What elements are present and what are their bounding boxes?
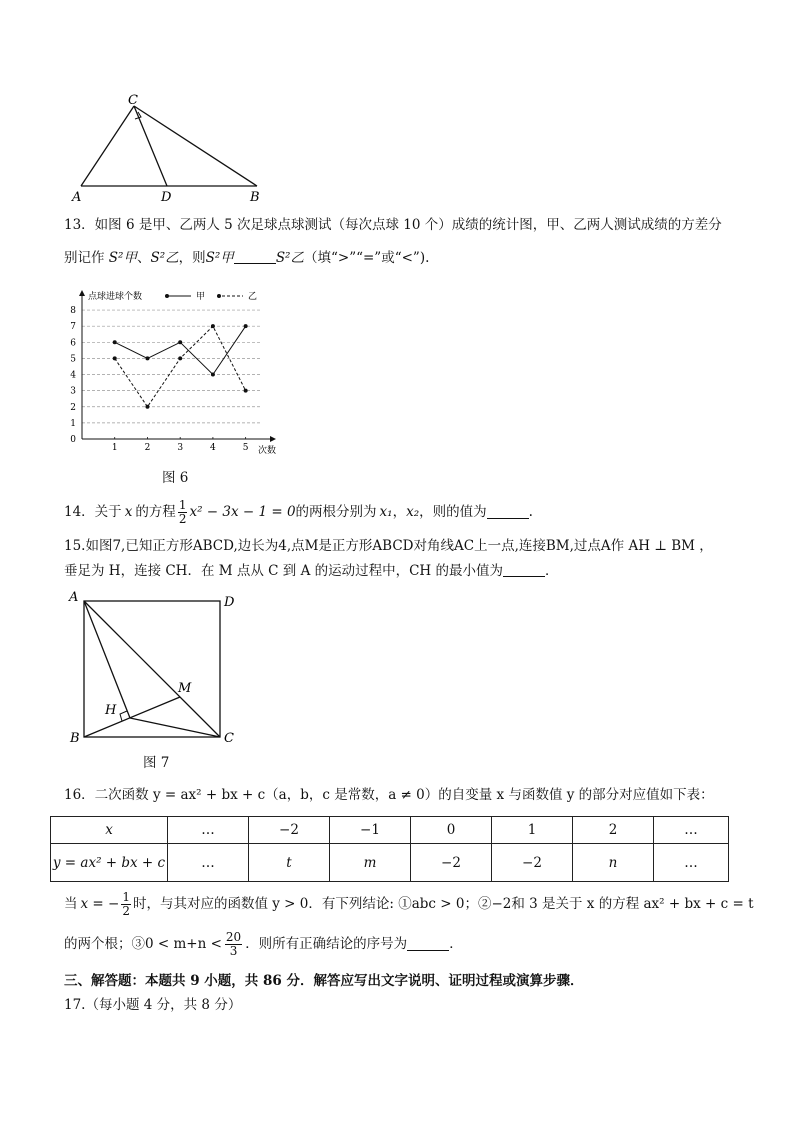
side-ac [81, 106, 134, 186]
table-cell: m [330, 844, 411, 882]
q14-end: . [528, 504, 533, 520]
q14-answer-blank[interactable] [487, 506, 529, 519]
chart-ylabel: 点球进球个数 [88, 292, 143, 302]
q14-text-b: 的方程 [135, 504, 176, 520]
q16-conclusion [64, 926, 463, 962]
x-tick-label: 3 [177, 443, 184, 453]
legend-label-2: 乙 [248, 292, 258, 302]
table-row-x [51, 817, 729, 844]
q16-cond-den: 2 [122, 903, 130, 918]
q14-comma: ， [392, 504, 407, 520]
data-point [178, 340, 182, 344]
label-a: A [72, 190, 82, 205]
table-cell: … [654, 844, 729, 882]
label-m7: M [178, 681, 192, 696]
line-chart-fig6 [62, 286, 287, 458]
q14-frac-num: 1 [178, 497, 187, 512]
legend-label-1: 甲 [196, 292, 206, 302]
q16-cond-x: x = − [80, 896, 120, 912]
q14-text-c: 的两根分别为 [295, 504, 377, 520]
fig7-caption: 图 7 [143, 755, 170, 771]
data-point [145, 356, 149, 360]
q15-line2 [64, 562, 559, 580]
q16-line3-num: 20 [225, 929, 242, 944]
data-point [244, 324, 248, 328]
label-a7: A [69, 590, 79, 605]
q15-text: 垂足为 H，连接 CH．在 M 点从 C 到 A 的运动过程中，CH 的最小值为 [64, 563, 503, 579]
q15-answer-blank[interactable] [503, 564, 545, 577]
q14-text-d: ，则 [419, 504, 447, 520]
y-tick-label: 2 [70, 402, 76, 413]
table-cell: −2 [411, 844, 492, 882]
legend-marker-1 [165, 294, 169, 298]
q14-root2: x₂ [406, 504, 420, 520]
q14-root1: x₁ [379, 504, 393, 520]
side-cb [134, 106, 257, 186]
data-point [113, 356, 117, 360]
q13-text-c: （填“>”“=”或“<”). [303, 250, 430, 266]
segment-ah [84, 601, 130, 718]
fig6-caption: 图 6 [162, 470, 189, 486]
q16-value-table [50, 816, 729, 882]
table-cell: … [168, 817, 249, 844]
data-point [244, 389, 248, 393]
chart-xlabel: 次数 [258, 446, 277, 456]
y-tick-label: 6 [70, 338, 76, 349]
y-axis-arrow [79, 290, 85, 296]
data-point [211, 373, 215, 377]
variance-jia: S²甲 [108, 250, 137, 266]
q13-line1: 13．如图 6 是甲、乙两人 5 次足球点球测试（每次点球 10 个）成绩的统计图，甲、乙两人测试成绩的方差分 [64, 217, 722, 233]
data-point [113, 340, 117, 344]
table-cell: 0 [411, 817, 492, 844]
series-line-2 [115, 326, 246, 407]
q15-line1: 15.如图7,已知正方形ABCD,边长为4,点M是正方形ABCD对角线AC上一点,连接BM,过点A作 AH ⊥ BM ， [64, 538, 713, 554]
x-tick-label: 4 [210, 443, 216, 453]
label-c: C [128, 93, 138, 108]
table-row-y [51, 844, 729, 882]
data-point [145, 405, 149, 409]
legend-marker-2 [217, 294, 221, 298]
q16-cond-a: 当 [64, 896, 78, 912]
x-tick-label: 1 [111, 443, 118, 453]
table-cell: t [249, 844, 330, 882]
y-tick-label: 5 [70, 354, 76, 365]
segment-bm [84, 697, 180, 737]
y-tick-label: 1 [70, 418, 76, 429]
q16-cond-num: 1 [122, 889, 130, 904]
q13-line2 [64, 249, 429, 267]
q16-line3-b: ．则所有正确结论的序号为 [245, 936, 408, 952]
q14-fraction [178, 499, 188, 526]
y-tick-label: 4 [70, 370, 76, 381]
q15-end: ． [545, 563, 559, 579]
table-cell: 1 [492, 817, 573, 844]
x-tick-label: 2 [144, 443, 151, 453]
table-cell: … [168, 844, 249, 882]
table-cell: x [51, 817, 168, 844]
y-tick-label: 7 [70, 322, 76, 333]
q14-equation: x² − 3x − 1 = 0 [189, 504, 296, 520]
q14-line [64, 494, 533, 530]
q13-answer-blank[interactable] [234, 251, 276, 264]
y-tick-label: 8 [70, 306, 76, 317]
q16-cond-fraction [121, 891, 131, 918]
x-axis-arrow [270, 436, 276, 442]
variance-yi: S²乙 [150, 250, 179, 266]
x-tick-label: 5 [242, 443, 249, 453]
q16-intro: 16．二次函数 y = ax² + bx + c（a，b，c 是常数，a ≠ 0）的自变量 x 与函数值 y 的部分对应值如下表： [64, 787, 714, 803]
q14-var-x: x [124, 504, 133, 520]
table-cell: −1 [330, 817, 411, 844]
q16-line3-fraction [225, 931, 242, 958]
square-figure-fig7 [64, 588, 244, 748]
q16-cond-b: 时，与其对应的函数值 y > 0．有下列结论: ①abc > 0；②−2和 3 是关于 x 的方程 ax² + bx + c = t [132, 896, 754, 912]
y-tick-label: 3 [70, 386, 76, 397]
q17-header: 17.（每小题 4 分，共 8 分） [64, 997, 242, 1013]
data-point [211, 324, 215, 328]
table-cell: y = ax² + bx + c [51, 844, 168, 882]
label-b7: B [70, 731, 80, 746]
label-d: D [161, 190, 172, 205]
table-cell: n [573, 844, 654, 882]
table-cell: 2 [573, 817, 654, 844]
q16-condition [64, 886, 754, 922]
data-point [178, 356, 182, 360]
label-c7: C [224, 731, 234, 746]
section3-title: 三、解答题：本题共 9 小题，共 86 分．解答应写出文字说明、证明过程或演算步骤． [64, 973, 584, 989]
table-cell: … [654, 817, 729, 844]
variance-yi-2: S²乙 [275, 250, 304, 266]
label-d7: D [224, 595, 235, 610]
y-tick-label: 0 [70, 435, 76, 445]
q14-frac-den: 2 [178, 511, 187, 526]
label-h7: H [105, 703, 117, 718]
q16-line3-den: 3 [229, 943, 238, 958]
table-cell: −2 [249, 817, 330, 844]
variance-jia-2: S²甲 [205, 250, 234, 266]
q13-sep: 、 [136, 250, 151, 266]
table-cell: −2 [492, 844, 573, 882]
q13-text-a: 别记作 [64, 250, 105, 266]
q13-text-b: ，则 [178, 250, 206, 266]
segment-ch [130, 718, 220, 737]
label-b: B [250, 190, 260, 205]
q14-text-e: 的值为 [446, 504, 487, 520]
series-line-1 [115, 326, 246, 374]
q16-answer-blank[interactable] [407, 938, 449, 951]
triangle-figure [60, 88, 280, 206]
q16-line3-a: 的两个根；③0 < m+n < [64, 936, 222, 952]
q16-end: ． [449, 936, 463, 952]
q14-text-a: 14．关于 [64, 504, 122, 520]
